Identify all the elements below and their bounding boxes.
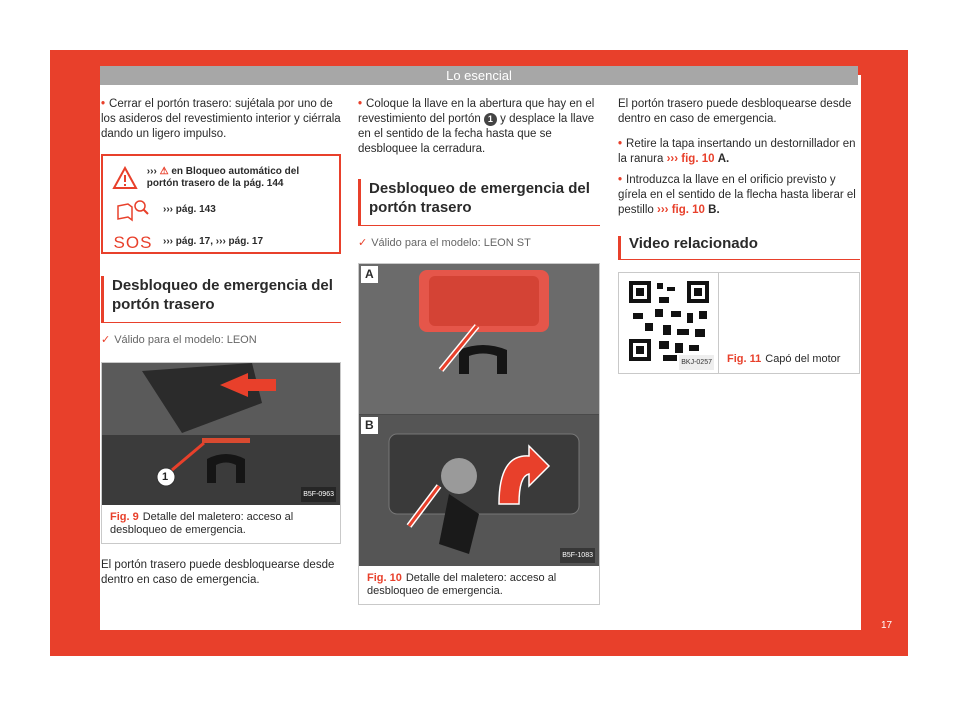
- column-1: [101, 97, 341, 588]
- panel-a-label: A: [361, 266, 378, 283]
- book-magnifier-icon: [111, 196, 155, 224]
- sos-reference[interactable]: ››› pág. 17, ››› pág. 17: [163, 236, 264, 247]
- callout-marker: 1: [162, 471, 169, 483]
- outro-text: El portón trasero puede desbloquearse desde dentro en caso de emergencia.: [101, 559, 335, 586]
- valid-model-note: ✓ Válido para el modelo: LEON: [101, 334, 257, 346]
- check-icon: ✓: [101, 334, 111, 346]
- column-2: [358, 97, 600, 605]
- panel-b-label: B: [361, 417, 378, 434]
- marker-1-badge: 1: [484, 113, 497, 126]
- turn-key-instruction: • Introduzca la llave en el orificio previsto y gírela en el sentido de la flecha hasta liberar el pestillo ››› fig. 10 B.: [618, 173, 860, 218]
- page-header: Lo esencial: [100, 66, 858, 85]
- figure-caption: Fig. 9 Detalle del maletero: acceso al desbloqueo de emergencia.: [110, 511, 294, 536]
- figure-10: [358, 263, 600, 605]
- figure-9: [101, 362, 341, 544]
- section-title-leon: Desbloqueo de emergencia del portón trasero: [101, 276, 341, 323]
- check-icon: ✓: [358, 237, 368, 249]
- intro-text: Cerrar el portón trasero: sujétala por uno de los asideros del revestimiento interior y ciérrala dando un ligero impulso.: [101, 98, 341, 140]
- emergency-unlock-intro: El portón trasero puede desbloquearse desde dentro en caso de emergencia.: [618, 98, 852, 125]
- figure-label: Fig. 9: [110, 511, 139, 523]
- valid-model-note: ✓ Válido para el modelo: LEON ST: [358, 237, 531, 249]
- warning-box: [101, 154, 341, 254]
- section-title-leon-st: Desbloqueo de emergencia del portón trasero: [358, 179, 600, 226]
- video-figure[interactable]: [618, 272, 860, 374]
- manual-reference-row: [111, 194, 331, 226]
- tailgate-lock-images: [359, 264, 599, 566]
- figure-label: Fig. 11: [727, 353, 762, 365]
- figure-caption: Fig. 10 Detalle del maletero: acceso al desbloqueo de emergencia.: [367, 572, 557, 597]
- qr-code-image[interactable]: [619, 273, 719, 373]
- page-number: 17: [881, 620, 893, 631]
- sos-reference-row: [111, 226, 331, 258]
- fig10-link[interactable]: ››› fig. 10: [657, 204, 705, 216]
- figure-label: Fig. 10: [367, 572, 402, 584]
- key-instruction: • Coloque la llave en la abertura que hay en el revestimiento del portón 1 y desplace la llave en el sentido de la fecha hasta que se desbloquee la cerradura.: [358, 97, 600, 157]
- fig10-link[interactable]: ››› fig. 10: [666, 153, 715, 165]
- column-3: [618, 97, 860, 374]
- close-tailgate-instruction: [101, 97, 341, 142]
- figure-caption: Fig. 11 Capó del motor: [727, 353, 841, 365]
- trunk-emergency-unlock-image: [102, 363, 340, 505]
- related-video-title: Video relacionado: [618, 236, 860, 260]
- tailgate-lock-illustration: [359, 264, 599, 566]
- image-code: B5F-0963: [301, 487, 336, 502]
- manual-reference[interactable]: ››› pág. 143: [163, 204, 216, 215]
- warning-row: [111, 162, 331, 194]
- warning-triangle-icon: [111, 164, 139, 192]
- remove-cover-instruction: • Retire la tapa insertando un destornillador en la ranura ››› fig. 10 A.: [618, 137, 860, 167]
- image-code: B5F-1083: [560, 548, 595, 563]
- trunk-illustration: [102, 363, 340, 505]
- image-code: BKJ-0257: [679, 355, 714, 370]
- sos-icon: SOS: [113, 232, 153, 252]
- warning-reference[interactable]: ››› ⚠ en Bloqueo automático del portón trasero de la pág. 144: [146, 166, 300, 189]
